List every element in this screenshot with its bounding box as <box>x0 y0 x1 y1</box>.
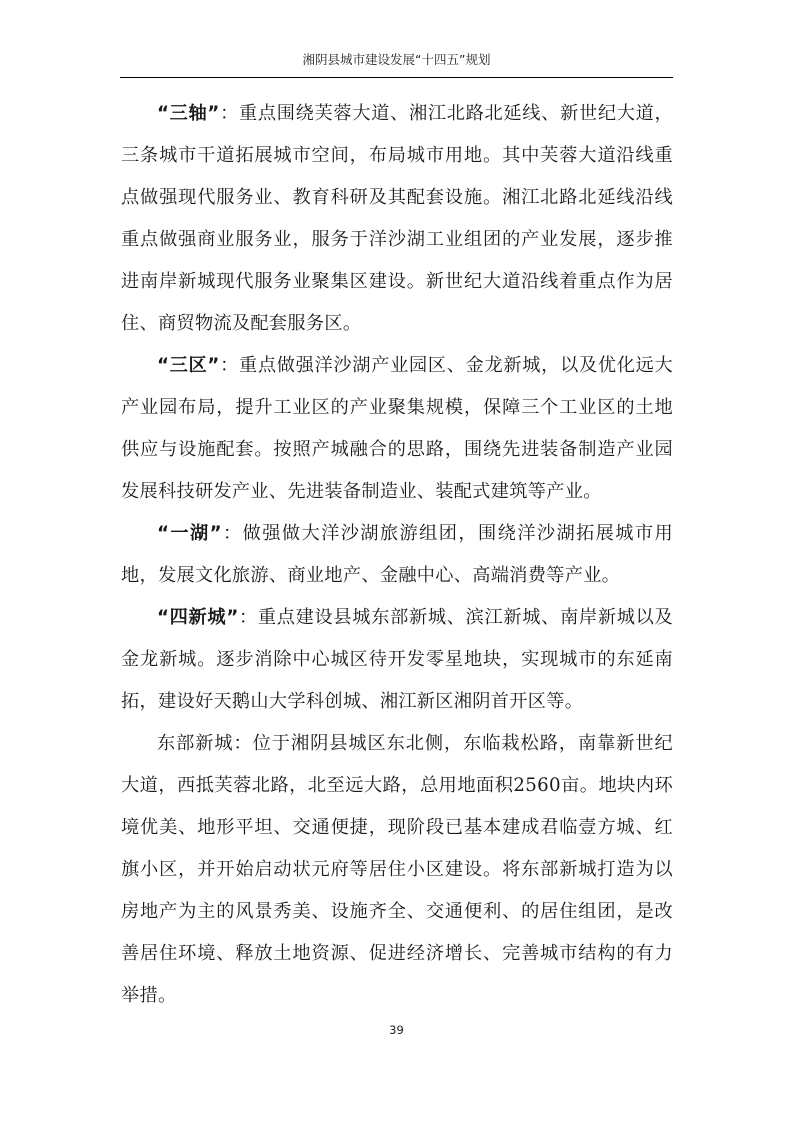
paragraph-text: ：重点围绕芙蓉大道、湘江北路北延线、新世纪大道，三条城市干道拓展城市空间，布局城市用地。其中芙蓉大道沿线重点做强现代服务业、教育科研及其配套设施。湘江北路北延线沿线重点做强商业服务业，服务于洋沙湖工业组团的产业发展，逐步推进南岸新城现代服务业聚集区建设。新世纪大道沿线着重点作为居住、商贸物流及配套服务区。 <box>121 103 673 334</box>
paragraph-text: 东部新城：位于湘阴县城区东北侧，东临栽松路，南靠新世纪大道，西抵芙蓉北路，北至远大路，总用地面积2560亩。地块内环境优美、地形平坦、交通便捷，现阶段已基本建成君临壹方城、红旗小区，并开始启动状元府等居住小区建设。将东部新城打造为以房地产为主的风景秀美、设施齐全、交通便利、的居住组团，是改善居住环境、释放土地资源、促进经济增长、完善城市结构的有力举措。 <box>121 733 673 1006</box>
paragraph-lead: “一湖” <box>157 523 222 544</box>
paragraph-dongbu-xincheng <box>121 723 673 1017</box>
paragraph-text: ：重点做强洋沙湖产业园区、金龙新城，以及优化远大产业园布局，提升工业区的产业聚集规模，保障三个工业区的土地供应与设施配套。按照产城融合的思路，围绕先进装备制造产业园发展科技研发产业、先进装备制造业、装配式建筑等产业。 <box>121 355 673 502</box>
paragraph-san-zhou <box>121 93 673 345</box>
paragraph-lead: “三轴” <box>157 103 220 124</box>
paragraph-lead: “三区” <box>157 355 220 376</box>
page-number: 39 <box>389 1023 404 1037</box>
document-body <box>121 93 673 1017</box>
paragraph-si-xincheng <box>121 597 673 723</box>
paragraph-yi-hu <box>121 513 673 597</box>
page-footer <box>0 1023 793 1037</box>
paragraph-text: ：做强做大洋沙湖旅游组团，围绕洋沙湖拓展城市用地，发展文化旅游、商业地产、金融中心、高端消费等产业。 <box>121 523 674 586</box>
header-title: 湘阴县城市建设发展“十四五”规划 <box>302 52 491 67</box>
paragraph-text: ：重点建设县城东部新城、滨江新城、南岸新城以及金龙新城。逐步消除中心城区待开发零星地块，实现城市的东延南拓，建设好天鹅山大学科创城、湘江新区湘阴首开区等。 <box>121 607 673 712</box>
paragraph-san-qu <box>121 345 673 513</box>
page-header <box>120 47 673 78</box>
paragraph-lead: “四新城” <box>157 607 239 628</box>
